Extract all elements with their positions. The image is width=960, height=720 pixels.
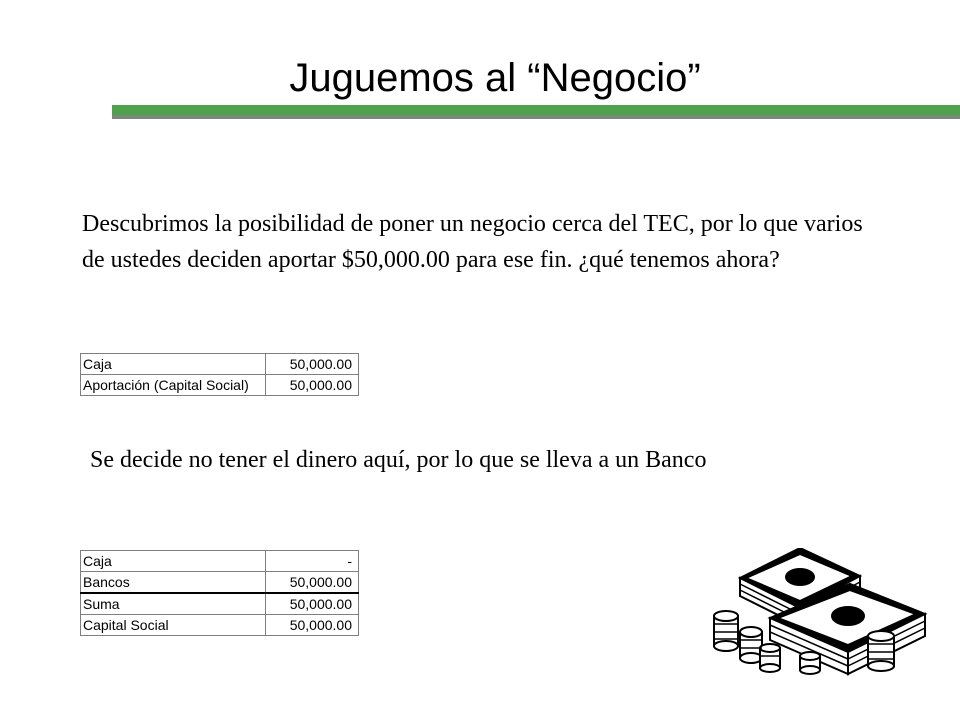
table-row <box>81 551 359 572</box>
balance-table-initial <box>80 353 359 396</box>
row-value: 50,000.00 <box>266 572 359 594</box>
intro-paragraph: Descubrimos la posibilidad de poner un negocio cerca del TEC, por lo que varios de ustedes deciden aportar $50,000.00 para ese fin. ¿qué tenemos ahora? <box>82 211 863 273</box>
slide-title: Juguemos al “Negocio” <box>289 56 701 100</box>
table-row <box>81 354 359 375</box>
row-label: Aportación (Capital Social) <box>81 375 266 396</box>
title-underline-bar <box>112 103 960 119</box>
table-row <box>81 593 359 615</box>
row-label: Caja <box>81 551 266 572</box>
row-value: - <box>266 551 359 572</box>
title-bar-green <box>112 105 960 115</box>
bank-paragraph: Se decide no tener el dinero aquí, por lo que se lleva a un Banco <box>90 447 707 473</box>
row-value: 50,000.00 <box>266 375 359 396</box>
row-value: 50,000.00 <box>266 615 359 636</box>
balance-table-bank <box>80 550 359 636</box>
row-label: Suma <box>81 593 266 615</box>
table-row <box>81 572 359 594</box>
money-stack-icon <box>700 548 930 678</box>
row-label: Caja <box>81 354 266 375</box>
table-row <box>81 615 359 636</box>
table-row <box>81 375 359 396</box>
row-value: 50,000.00 <box>266 354 359 375</box>
row-value: 50,000.00 <box>266 593 359 615</box>
row-label: Bancos <box>81 572 266 594</box>
row-label: Capital Social <box>81 615 266 636</box>
